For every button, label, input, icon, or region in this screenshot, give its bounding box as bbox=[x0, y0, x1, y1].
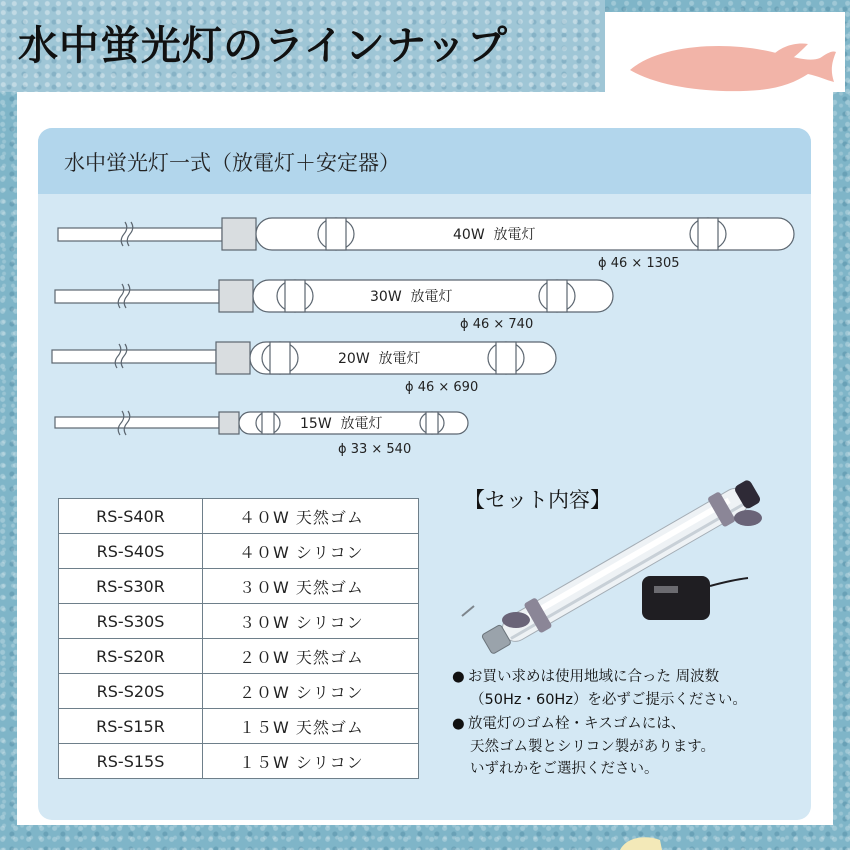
note-item bbox=[452, 666, 812, 711]
product-photo bbox=[458, 478, 788, 658]
lamp-dimension-30w: ϕ 46 × 740 bbox=[460, 317, 534, 332]
table-row bbox=[59, 569, 419, 604]
bullet-icon: ● bbox=[452, 716, 465, 732]
table-row bbox=[59, 674, 419, 709]
lamp-20w bbox=[52, 342, 556, 374]
lamp-label-30w: 30W 放電灯 bbox=[370, 289, 453, 305]
table-row bbox=[59, 639, 419, 674]
decorative-shape bbox=[616, 832, 666, 850]
page-title: 水中蛍光灯のラインナップ bbox=[18, 23, 508, 69]
lamp-label-15w: 15W 放電灯 bbox=[300, 416, 383, 432]
table-row bbox=[59, 709, 419, 744]
table-row bbox=[59, 534, 419, 569]
model-code: RS-S30S bbox=[59, 604, 203, 639]
note-line: （50Hz・60Hz）を必ずご提示ください。 bbox=[470, 691, 747, 708]
lamp-40w bbox=[58, 218, 794, 250]
model-description: ２０W シリコン bbox=[203, 674, 419, 709]
model-code: RS-S20R bbox=[59, 639, 203, 674]
note-line: いずれかをご選択ください。 bbox=[470, 761, 659, 777]
lamp-15w bbox=[55, 411, 468, 435]
model-code: RS-S40S bbox=[59, 534, 203, 569]
set-contents-title: 【セット内容】 bbox=[464, 488, 611, 512]
note-item bbox=[452, 713, 812, 781]
lamp-dimension-40w: ϕ 46 × 1305 bbox=[598, 256, 680, 271]
model-table bbox=[58, 498, 419, 779]
table-row bbox=[59, 744, 419, 779]
table-row bbox=[59, 499, 419, 534]
lamp-dimension-15w: ϕ 33 × 540 bbox=[338, 442, 412, 457]
model-code: RS-S40R bbox=[59, 499, 203, 534]
model-description: ４０W シリコン bbox=[203, 534, 419, 569]
model-description: ３０W 天然ゴム bbox=[203, 569, 419, 604]
note-line: 放電灯のゴム栓・キスゴムには、 bbox=[468, 716, 686, 732]
note-line: 天然ゴム製とシリコン製があります。 bbox=[470, 738, 716, 755]
table-row bbox=[59, 604, 419, 639]
model-code: RS-S20S bbox=[59, 674, 203, 709]
model-code: RS-S15S bbox=[59, 744, 203, 779]
model-description: １５W シリコン bbox=[203, 744, 419, 779]
lamp-30w bbox=[55, 280, 613, 312]
lamp-label-40w: 40W 放電灯 bbox=[453, 227, 536, 243]
model-code: RS-S30R bbox=[59, 569, 203, 604]
note-line: お買い求めは使用地域に合った 周波数 bbox=[468, 669, 720, 685]
model-description: ３０W シリコン bbox=[203, 604, 419, 639]
model-description: １５W 天然ゴム bbox=[203, 709, 419, 744]
bullet-icon: ● bbox=[452, 669, 465, 685]
lamp-dimension-20w: ϕ 46 × 690 bbox=[405, 380, 479, 395]
model-description: ４０W 天然ゴム bbox=[203, 499, 419, 534]
section-title: 水中蛍光灯一式（放電灯＋安定器） bbox=[64, 151, 400, 175]
lamp-label-20w: 20W 放電灯 bbox=[338, 351, 421, 367]
model-code: RS-S15R bbox=[59, 709, 203, 744]
model-description: ２０W 天然ゴム bbox=[203, 639, 419, 674]
notes bbox=[452, 666, 812, 783]
